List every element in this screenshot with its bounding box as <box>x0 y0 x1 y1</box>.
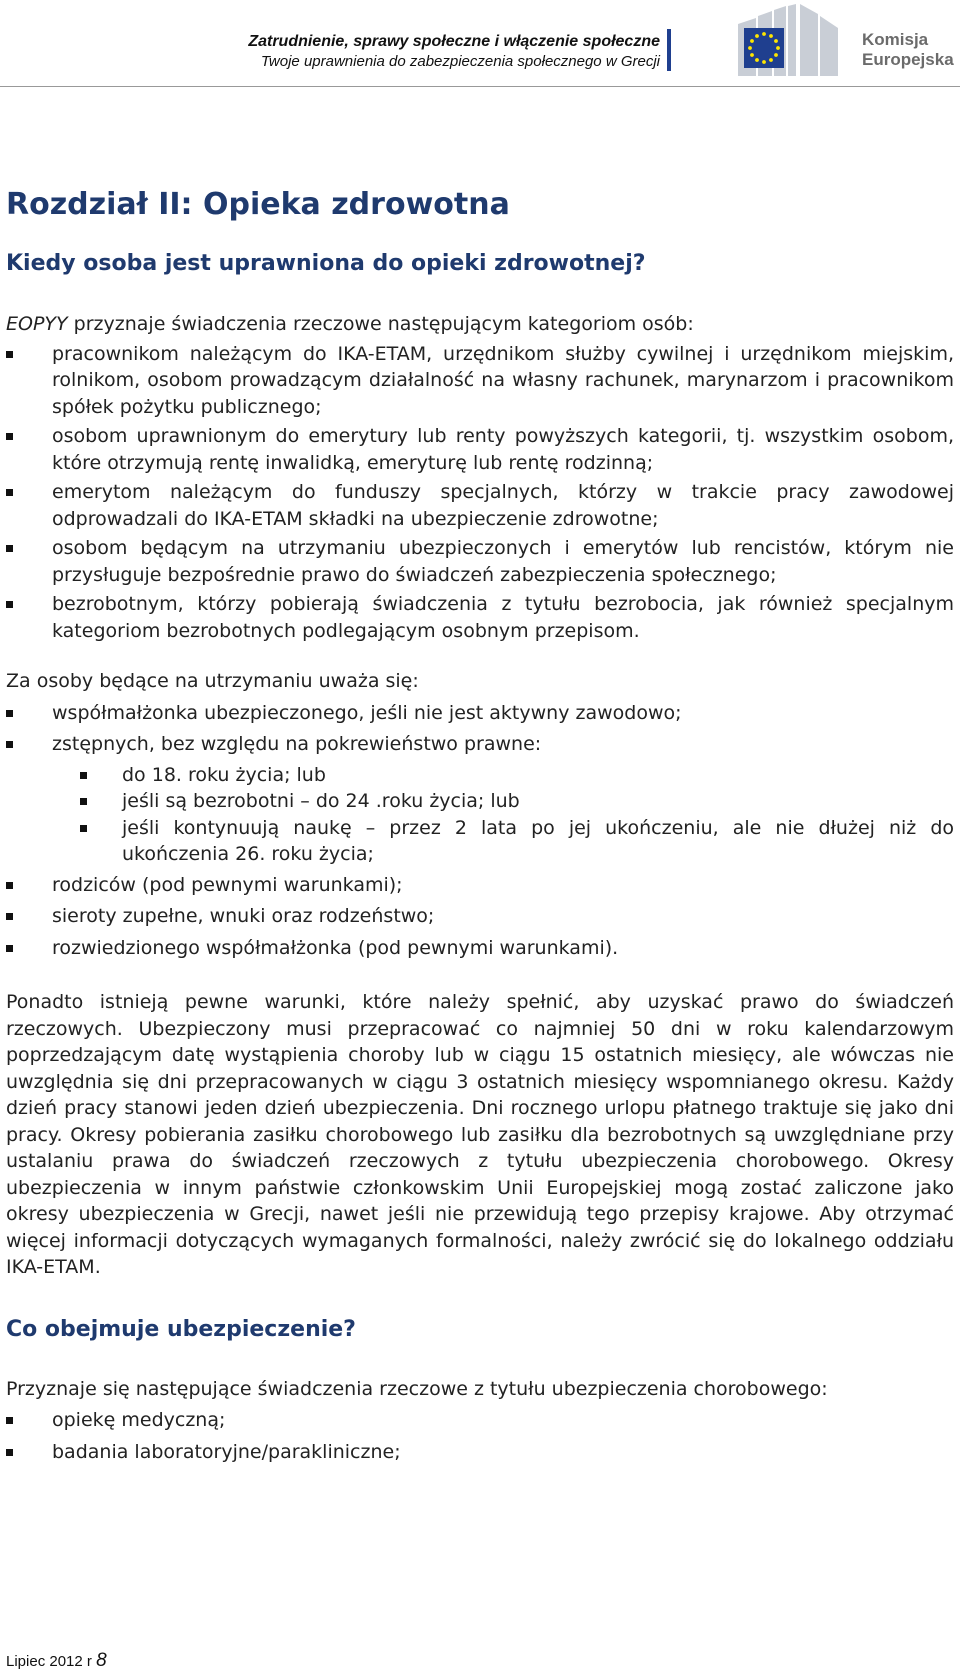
list-item-text: osobom uprawnionym do emerytury lub renty powyższych kategorii, tj. wszystkim osobom, które otrzymują rentę inwalidką, emeryturę lub rentę rodzinną; <box>52 425 954 474</box>
bullet-icon <box>6 913 13 920</box>
list-item <box>6 1407 954 1434</box>
eligible-categories-list <box>6 341 954 645</box>
header-subtitle: Twoje uprawnienia do zabezpieczenia społecznego w Grecji <box>260 53 660 70</box>
sublist-item <box>6 762 954 789</box>
list-item-text: rozwiedzionego współmałżonka (pod pewnymi warunkami). <box>52 936 619 959</box>
list-item-text: opiekę medyczną; <box>52 1409 226 1431</box>
coverage-intro: Przyznaje się następujące świadczenia rzeczowe z tytułu ubezpieczenia chorobowego: <box>6 1377 828 1400</box>
bullet-icon <box>6 945 13 952</box>
bullet-icon <box>6 1449 13 1456</box>
logo-wordmark <box>862 30 954 70</box>
list-item <box>6 423 954 476</box>
section-heading-coverage: Co obejmuje ubezpieczenie? <box>6 1316 356 1342</box>
page-footer <box>6 1650 107 1672</box>
bullet-icon <box>80 798 87 805</box>
page-header <box>0 0 960 86</box>
eligibility-intro <box>6 311 954 338</box>
list-item <box>6 591 954 644</box>
sublist-item-text: jeśli kontynuują naukę – przez 2 lata po jej ukończeniu, ale nie dłużej niż do ukończenia 26. roku życia; <box>122 816 954 865</box>
logo-line-2: Europejska <box>862 50 954 69</box>
header-divider-bar <box>667 29 671 71</box>
ec-building-logo-icon <box>738 4 858 76</box>
chapter-title: Rozdział II: Opieka zdrowotna <box>6 187 510 222</box>
bullet-icon <box>6 351 13 358</box>
bullet-icon <box>6 545 13 552</box>
bullet-icon <box>6 741 13 748</box>
eligibility-conditions-paragraph: Ponadto istnieją pewne warunki, które należy spełnić, aby uzyskać prawo do świadczeń rzeczowych. Ubezpieczony musi przepracować co najmniej 50 dni w roku kalendarzowym poprzedzającym datę wystąpienia choroby lub w ciągu 15 ostatnich miesięcy, ale wówczas nie uwzględnia się dni przepracowanych w ciągu 3 ostatnich miesięcy wspomnianego okresu. Każdy dzień pracy stanowi jeden dzień ubezpieczenia. Dni rocznego urlopu płatnego traktuje się jako dni pracy. Okresy pobierania zasiłku chorobowego lub zasiłku dla bezrobotnych są uwzględniane przy ustalaniu prawa do świadczeń rzeczowych z tytułu ubezpieczenia chorobowego. Okresy ubezpieczenia w innym państwie członkowskim Unii Europejskiej mogą zostać zaliczone jako okresy ubezpieczenia w Grecji, nawet jeśli nie przewidują tego przepisy krajowe. Aby otrzymać więcej informacji dotyczących wymaganych formalności, należy zwrócić się do lokalnego oddziału IKA-ETAM. <box>6 991 954 1278</box>
eligibility-intro-rest: przyznaje świadczenia rzeczowe następującym kategoriom osób: <box>67 313 694 335</box>
sublist-item <box>6 815 954 868</box>
list-item-text: emerytom należącym do funduszy specjalnych, którzy w trakcie pracy zawodowej odprowadzali do IKA-ETAM składki na ubezpieczenie zdrowotne; <box>52 481 954 530</box>
list-item-text: bezrobotnym, którzy pobierają świadczenia z tytułu bezrobocia, jak również specjalnym kategoriom bezrobotnych podlegającym osobnym przepisom. <box>52 593 954 642</box>
list-item <box>6 1439 954 1466</box>
coverage-list <box>6 1407 954 1465</box>
sublist-item <box>6 788 954 815</box>
page-content <box>6 183 954 1465</box>
descendants-sublist <box>6 762 954 868</box>
header-text <box>248 32 660 72</box>
bullet-icon <box>6 489 13 496</box>
list-item-text: badania laboratoryjne/parakliniczne; <box>52 1440 401 1463</box>
bullet-icon <box>6 882 13 889</box>
bullet-icon <box>6 710 13 717</box>
list-item <box>6 700 954 727</box>
sublist-item-text: jeśli są bezrobotni – do 24 .roku życia; lub <box>122 790 520 812</box>
dependants-intro: Za osoby będące na utrzymaniu uważa się: <box>6 670 419 692</box>
dependants-list-more <box>6 872 954 962</box>
eopyy-abbrev: EOPYY <box>6 313 68 335</box>
sublist-item-text: do 18. roku życia; lub <box>122 763 326 786</box>
bullet-icon <box>6 433 13 440</box>
list-item <box>6 731 954 758</box>
bullet-icon <box>80 825 87 832</box>
page-number: 8 <box>96 1650 107 1671</box>
list-item-text: sieroty zupełne, wnuki oraz rodzeństwo; <box>52 905 435 927</box>
list-item-text: współmałżonka ubezpieczonego, jeśli nie jest aktywny zawodowo; <box>52 701 682 724</box>
logo-line-1: Komisja <box>862 30 929 49</box>
dependants-list <box>6 700 954 758</box>
list-item-text: pracownikom należącym do IKA-ETAM, urzędnikom służby cywilnej i urzędnikom miejskim, rolnikom, osobom prowadzącym działalność na własny rachunek, marynarzom i pracownikom spółek pożytku publicznego; <box>52 342 954 418</box>
section-heading-eligibility: Kiedy osoba jest uprawniona do opieki zdrowotnej? <box>6 251 646 276</box>
bullet-icon <box>6 1417 13 1424</box>
list-item-text: zstępnych, bez względu na pokrewieństwo prawne: <box>52 733 542 755</box>
list-item-text: osobom będącym na utrzymaniu ubezpieczonych i emerytów lub rencistów, którym nie przysługuje bezpośrednie prawo do świadczeń zabezpieczenia społecznego; <box>52 537 954 586</box>
list-item <box>6 903 954 930</box>
list-item <box>6 935 954 962</box>
header-title: Zatrudnienie, sprawy społeczne i włączenie społeczne <box>248 33 660 50</box>
list-item <box>6 341 954 421</box>
list-item-text: rodziców (pod pewnymi warunkami); <box>52 873 403 896</box>
bullet-icon <box>80 772 87 779</box>
header-rule <box>0 86 960 87</box>
european-commission-logo <box>738 4 858 80</box>
footer-date: Lipiec 2012 r <box>6 1653 92 1670</box>
list-item <box>6 479 954 532</box>
bullet-icon <box>6 601 13 608</box>
list-item <box>6 535 954 588</box>
list-item <box>6 872 954 899</box>
